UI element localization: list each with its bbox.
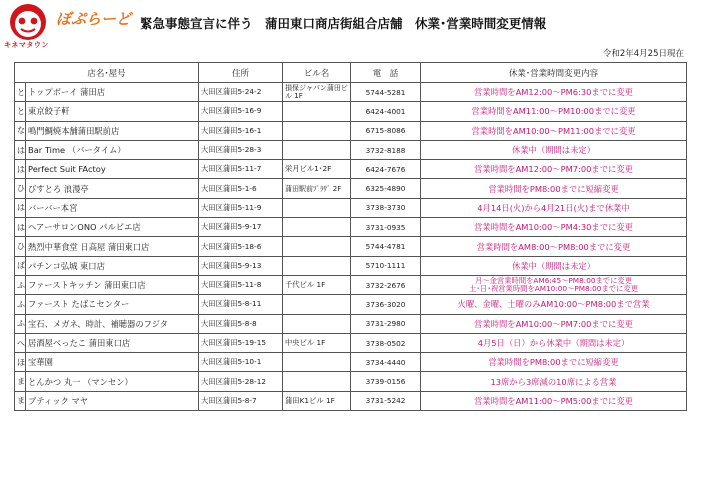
row-phone: 6424-4001 bbox=[351, 102, 421, 121]
row-change: 休業中（期間は未定） bbox=[421, 256, 687, 275]
table-row bbox=[15, 160, 687, 179]
table-row bbox=[15, 256, 687, 275]
row-phone: 3731-0935 bbox=[351, 218, 421, 237]
row-phone: 3739-0156 bbox=[351, 372, 421, 391]
row-phone: 3732-8188 bbox=[351, 140, 421, 159]
row-building bbox=[283, 353, 351, 372]
kinema-town-logo bbox=[6, 3, 50, 41]
row-phone: 5710-1111 bbox=[351, 256, 421, 275]
row-phone: 3731-5242 bbox=[351, 391, 421, 410]
row-store-name: ブティック マヤ bbox=[26, 391, 199, 410]
row-store-name: 居酒屋べったこ 蒲田東口店 bbox=[26, 333, 199, 352]
row-kana: は bbox=[15, 160, 26, 179]
row-kana: ふ bbox=[15, 275, 26, 294]
row-store-name: ヘアーサロンONO パルビエ店 bbox=[26, 218, 199, 237]
row-address: 大田区蒲田5-10-1 bbox=[199, 353, 283, 372]
table-row bbox=[15, 391, 687, 410]
table-row bbox=[15, 372, 687, 391]
row-building bbox=[283, 121, 351, 140]
table-row bbox=[15, 102, 687, 121]
row-kana: ふ bbox=[15, 295, 26, 314]
row-kana: な bbox=[15, 121, 26, 140]
row-change: 4月5日（日）から休業中（期間は未定） bbox=[421, 333, 687, 352]
row-kana: ふ bbox=[15, 314, 26, 333]
row-building bbox=[283, 140, 351, 159]
row-phone: 6325-4890 bbox=[351, 179, 421, 198]
logo-text: キネマタウン bbox=[4, 41, 49, 49]
row-address: 大田区蒲田5-9-13 bbox=[199, 256, 283, 275]
store-table bbox=[14, 62, 687, 411]
row-phone: 3732-2676 bbox=[351, 275, 421, 294]
row-building: 蒲田K1ビル 1F bbox=[283, 391, 351, 410]
row-kana: ま bbox=[15, 391, 26, 410]
row-store-name: 宝石、メガネ、時計、補聴器のフジタ bbox=[26, 314, 199, 333]
table-row bbox=[15, 121, 687, 140]
row-kana: へ bbox=[15, 333, 26, 352]
row-phone: 5744-5281 bbox=[351, 83, 421, 102]
table-row bbox=[15, 237, 687, 256]
row-change-line: 土･日･祝営業時間をAM10:00～PM8:00までに変更 bbox=[469, 284, 638, 294]
row-store-name: 熱烈中華食堂 日高屋 蒲田東口店 bbox=[26, 237, 199, 256]
row-building bbox=[283, 198, 351, 217]
row-change-line: 月～金営業時間をAM6:45～PM8:00までに変更 bbox=[475, 275, 632, 285]
row-building: 千代ビル 1F bbox=[283, 275, 351, 294]
row-building: 栄月ビル1･2F bbox=[283, 160, 351, 179]
row-address: 大田区蒲田5-8-11 bbox=[199, 295, 283, 314]
table-row bbox=[15, 218, 687, 237]
col-header-phone: 電 話 bbox=[351, 63, 421, 83]
row-store-name: ファーストキッチン 蒲田東口店 bbox=[26, 275, 199, 294]
row-building bbox=[283, 314, 351, 333]
row-address: 大田区蒲田5-9-17 bbox=[199, 218, 283, 237]
row-change: 営業時間をAM10:00～PM11:00までに変更 bbox=[421, 121, 687, 140]
row-address: 大田区蒲田5-28-12 bbox=[199, 372, 283, 391]
row-kana: ぱ bbox=[15, 256, 26, 275]
brand-name: ぼぷらーど bbox=[56, 10, 132, 28]
row-change: 営業時間をAM8:00～PM8:00までに変更 bbox=[421, 237, 687, 256]
row-kana: ひ bbox=[15, 179, 26, 198]
row-building bbox=[283, 372, 351, 391]
row-address: 大田区蒲田5-18-6 bbox=[199, 237, 283, 256]
table-row bbox=[15, 314, 687, 333]
row-phone: 3738-3730 bbox=[351, 198, 421, 217]
row-building bbox=[283, 218, 351, 237]
row-address: 大田区蒲田5-11-7 bbox=[199, 160, 283, 179]
table-row bbox=[15, 179, 687, 198]
row-address: 大田区蒲田5-28-3 bbox=[199, 140, 283, 159]
row-address: 大田区蒲田5-1-6 bbox=[199, 179, 283, 198]
row-store-name: バーバー本宮 bbox=[26, 198, 199, 217]
row-building bbox=[283, 102, 351, 121]
row-phone: 3734-4440 bbox=[351, 353, 421, 372]
row-change: 営業時間をPM8:00までに短縮変更 bbox=[421, 353, 687, 372]
row-store-name: びすとろ 浪漫亭 bbox=[26, 179, 199, 198]
row-store-name: 宝華園 bbox=[26, 353, 199, 372]
row-change: 営業時間をAM11:00～PM10:00までに変更 bbox=[421, 102, 687, 121]
row-store-name: ファースト たばこセンター bbox=[26, 295, 199, 314]
table-header-row bbox=[15, 63, 687, 83]
as-of-date: 令和2年4月25日現在 bbox=[602, 49, 684, 59]
row-kana: と bbox=[15, 102, 26, 121]
row-change: 営業時間をAM11:00～PM5:00までに変更 bbox=[421, 391, 687, 410]
table-row bbox=[15, 83, 687, 102]
row-change: 営業時間をPM8:00までに短縮変更 bbox=[421, 179, 687, 198]
row-address: 大田区蒲田5-11-8 bbox=[199, 275, 283, 294]
row-building: 中央ビル 1F bbox=[283, 333, 351, 352]
row-phone: 3736-3020 bbox=[351, 295, 421, 314]
row-change: 4月14日(火)から4月21日(火)まで休業中 bbox=[421, 198, 687, 217]
table-row bbox=[15, 295, 687, 314]
row-change: 火曜、金曜、土曜のみAM10:00～PM8:00まで営業 bbox=[421, 295, 687, 314]
row-store-name: Bar Time （バータイム） bbox=[26, 140, 199, 159]
row-change: 営業時間をAM10:00～PM7:00までに変更 bbox=[421, 314, 687, 333]
table-row bbox=[15, 140, 687, 159]
row-phone: 5744-4781 bbox=[351, 237, 421, 256]
row-building bbox=[283, 256, 351, 275]
row-change: 13席から3席減の10席による営業 bbox=[421, 372, 687, 391]
row-kana: ま bbox=[15, 372, 26, 391]
row-phone: 6715-8086 bbox=[351, 121, 421, 140]
row-store-name: トップボーイ 蒲田店 bbox=[26, 83, 199, 102]
row-phone: 3731-2980 bbox=[351, 314, 421, 333]
row-building: 蒲田駅前ﾌﾟﾗｻﾞ 2F bbox=[283, 179, 351, 198]
row-store-name: とんかつ 丸一 （マンセン） bbox=[26, 372, 199, 391]
page-title: 緊急事態宣言に伴う 蒲田東口商店街組合店舗 休業･営業時間変更情報 bbox=[140, 16, 547, 31]
row-address: 大田区蒲田5-19-15 bbox=[199, 333, 283, 352]
table-row bbox=[15, 353, 687, 372]
row-store-name: 東京餃子軒 bbox=[26, 102, 199, 121]
row-change: 休業中（期間は未定） bbox=[421, 140, 687, 159]
row-change: 営業時間をAM12:00～PM7:00までに変更 bbox=[421, 160, 687, 179]
row-change bbox=[421, 275, 687, 294]
table-row bbox=[15, 333, 687, 352]
row-building bbox=[283, 237, 351, 256]
col-header-name: 店名･屋号 bbox=[15, 63, 199, 83]
row-change: 営業時間をAM10:00～PM4:30までに変更 bbox=[421, 218, 687, 237]
row-kana: と bbox=[15, 83, 26, 102]
row-address: 大田区蒲田5-16-1 bbox=[199, 121, 283, 140]
row-store-name: 鳴門鯛焼本舗蒲田駅前店 bbox=[26, 121, 199, 140]
row-building: 損保ジャパン蒲田ビル 1F bbox=[283, 83, 351, 102]
row-kana: ひ bbox=[15, 237, 26, 256]
row-address: 大田区蒲田5-8-8 bbox=[199, 314, 283, 333]
row-building bbox=[283, 295, 351, 314]
row-kana: ほ bbox=[15, 353, 26, 372]
table-row bbox=[15, 198, 687, 217]
col-header-change: 休業･営業時間変更内容 bbox=[421, 63, 687, 83]
row-address: 大田区蒲田5-16-9 bbox=[199, 102, 283, 121]
row-store-name: Perfect Suit FActoy bbox=[26, 160, 199, 179]
row-store-name: パチンコ弘城 東口店 bbox=[26, 256, 199, 275]
row-phone: 6424-7676 bbox=[351, 160, 421, 179]
row-address: 大田区蒲田5-8-7 bbox=[199, 391, 283, 410]
row-phone: 3738-0502 bbox=[351, 333, 421, 352]
row-change: 営業時間をAM12:00～PM6:30までに変更 bbox=[421, 83, 687, 102]
row-kana: は bbox=[15, 218, 26, 237]
row-kana: は bbox=[15, 198, 26, 217]
row-address: 大田区蒲田5-24-2 bbox=[199, 83, 283, 102]
col-header-building: ビル名 bbox=[283, 63, 351, 83]
table-row bbox=[15, 275, 687, 294]
col-header-address: 住所 bbox=[199, 63, 283, 83]
row-address: 大田区蒲田5-11-9 bbox=[199, 198, 283, 217]
row-kana: は bbox=[15, 140, 26, 159]
